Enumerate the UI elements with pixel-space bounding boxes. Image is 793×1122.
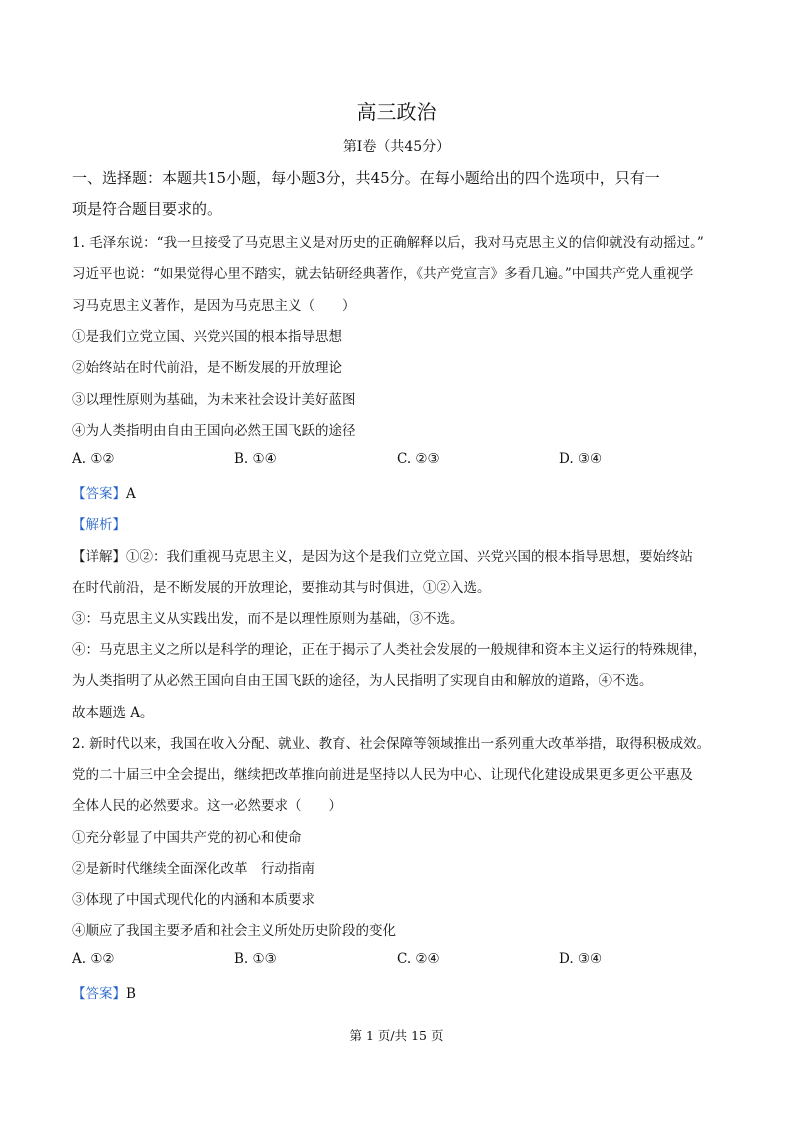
q2-statement-1: ①充分彰显了中国共产党的初心和使命: [72, 830, 302, 846]
q1-detail-text-1: ①②：我们重视马克思主义，是因为这个是我们立党立国、兴党兴国的根本指导思想，要始终站: [126, 549, 693, 565]
q1-detail-line-1: [72, 545, 693, 565]
q1-statement-2: ②始终站在时代前沿，是不断发展的开放理论: [72, 360, 342, 376]
q2-stem-line-2: 党的二十届三中全会提出，继续把改革推向前进是坚持以人民为中心、让现代化建设成果更多更公平惠及: [72, 767, 693, 783]
q1-detail-line-5: 为人类指明了从必然王国向自由王国飞跃的途径，为人民指明了实现自由和解放的道路，④不选。: [72, 673, 653, 689]
q1-detail-line-2: 在时代前沿，是不断发展的开放理论，要推动其与时俱进，①②入选。: [72, 580, 491, 596]
q1-answer: [72, 482, 136, 502]
q1-statement-1: ①是我们立党立国、兴党兴国的根本指导思想: [72, 329, 342, 345]
section-heading: [72, 163, 728, 225]
q2-option-d: D. ③④: [559, 951, 603, 967]
q1-statement-4: ④为人类指明由自由王国向必然王国飞跃的途径: [72, 423, 356, 439]
q2-answer: [72, 982, 136, 1002]
page-title: 高三政治: [356, 100, 437, 124]
q2-option-c: C. ②④: [397, 951, 440, 967]
q1-stem-line-2: 习近平也说：“如果觉得心里不踏实，就去钻研经典著作，《共产党宣言》多看几遍。”中国共产党人重视学: [72, 266, 694, 282]
q1-answer-tag: 【答案】: [72, 486, 126, 502]
q1-stem-line-3: 习马克思主义著作，是因为马克思主义（ ）: [72, 298, 356, 314]
q2-statement-2: ②是新时代继续全面深化改革 行动指南: [72, 861, 315, 877]
q1-analysis: [72, 513, 126, 533]
page-subtitle: 第Ⅰ卷（共45分）: [342, 139, 451, 155]
q1-detail-line-6: 故本题选 A。: [72, 705, 154, 721]
q1-option-a: A. ①②: [72, 451, 115, 467]
page-footer: 第 1 页/共 15 页: [349, 1028, 444, 1043]
q2-stem-line-3: 全体人民的必然要求。这一必然要求（ ）: [72, 798, 342, 814]
q1-analysis-tag: 【解析】: [72, 517, 126, 533]
q2-statement-3: ③体现了中国式现代化的内涵和本质要求: [72, 892, 315, 908]
q1-statement-3: ③以理性原则为基础，为未来社会设计美好蓝图: [72, 392, 356, 408]
q2-option-b: B. ①③: [234, 951, 277, 967]
q1-option-b: B. ①④: [234, 451, 277, 467]
q1-detail-line-4: ④：马克思主义之所以是科学的理论，正在于揭示了人类社会发展的一般规律和资本主义运行的特殊规律，: [72, 642, 707, 658]
q2-answer-tag: 【答案】: [72, 986, 126, 1002]
q2-statement-4: ④顺应了我国主要矛盾和社会主义所处历史阶段的变化: [72, 923, 396, 939]
q1-option-d: D. ③④: [559, 451, 603, 467]
q1-stem-line-1: 1. 毛泽东说：“我一旦接受了马克思主义是对历史的正确解释以后，我对马克思主义的信仰就没有动摇过。”: [72, 235, 704, 251]
q1-detail-line-3: ③：马克思主义从实践出发，而不是以理性原则为基础，③不选。: [72, 611, 464, 627]
q2-option-a: A. ①②: [72, 951, 115, 967]
q2-answer-value: B: [126, 986, 136, 1002]
q2-stem-line-1: 2. 新时代以来，我国在收入分配、就业、教育、社会保障等领域推出一系列重大改革举措，取得积极成效。: [72, 736, 711, 752]
q1-answer-value: A: [126, 486, 136, 502]
section-heading-line-2: 项是符合题目要求的。: [72, 200, 223, 218]
section-heading-line-1: 一、选择题：本题共15小题，每小题3分，共45分。在每小题给出的四个选项中，只有一: [72, 169, 660, 187]
q1-option-c: C. ②③: [397, 451, 440, 467]
q1-detail-tag: 【详解】: [72, 549, 126, 565]
